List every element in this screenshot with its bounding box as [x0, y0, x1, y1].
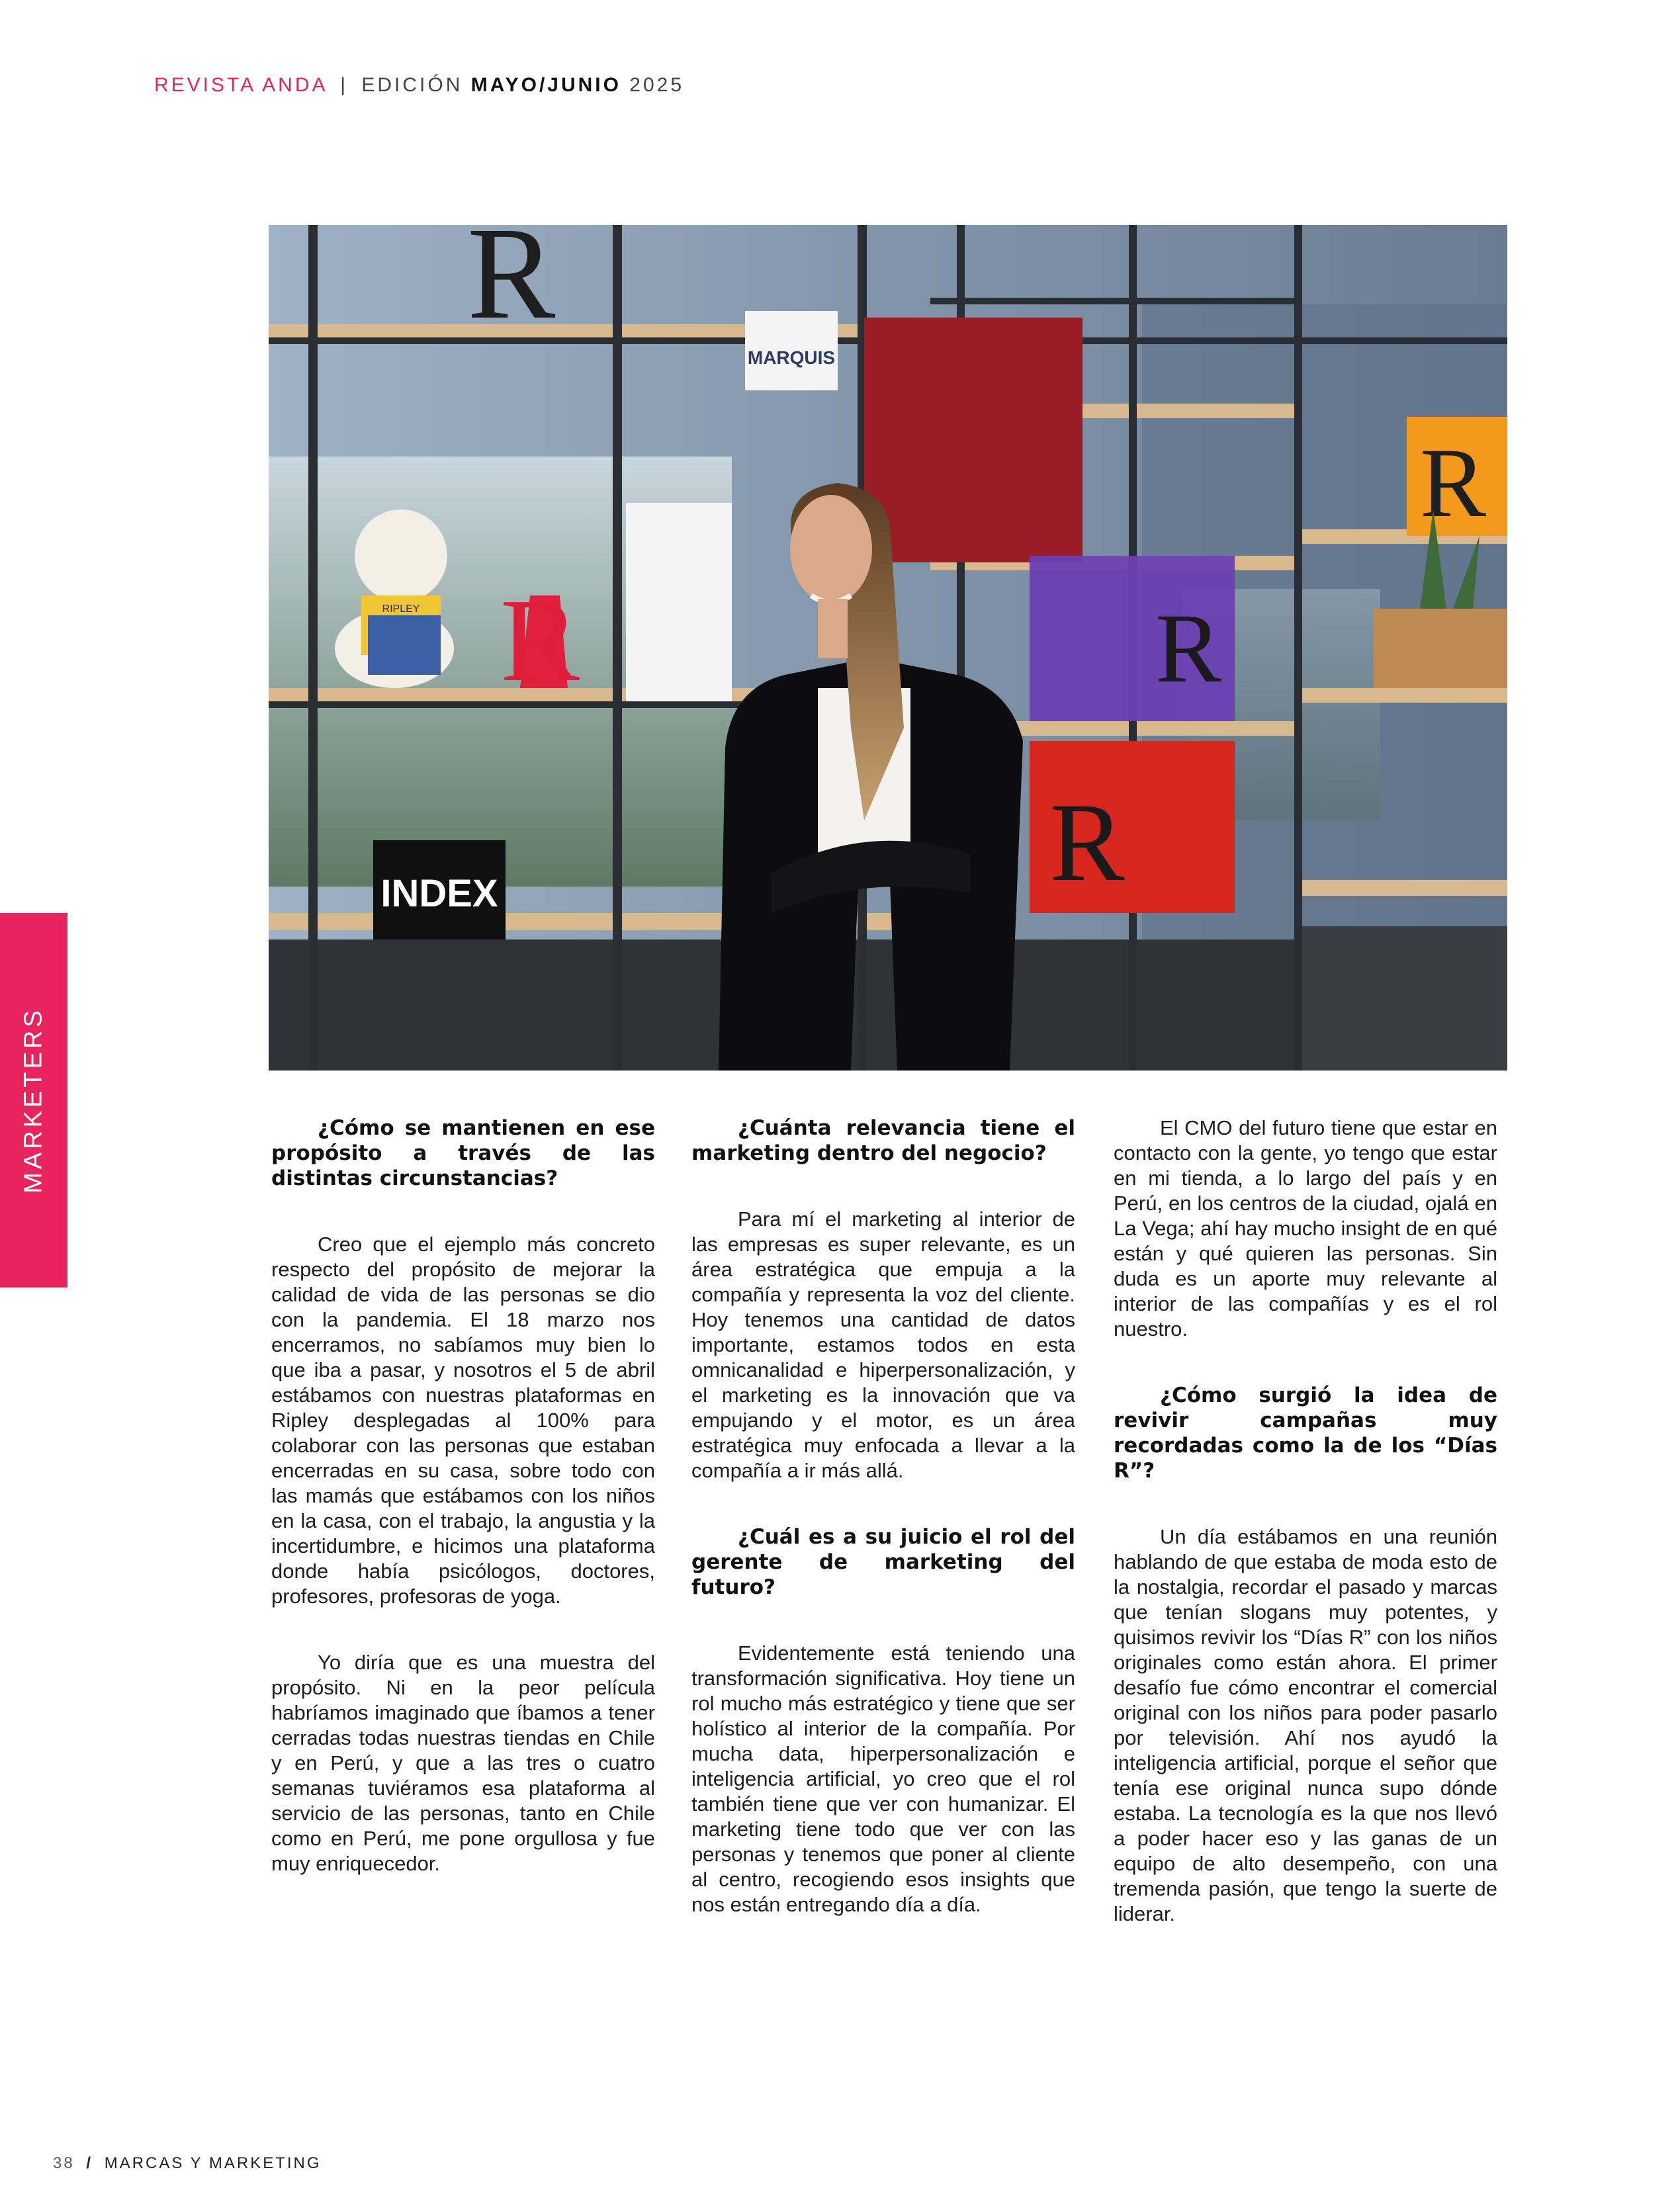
- edition-months: MAYO/JUNIO: [470, 74, 621, 96]
- answer-paragraph: El CMO del futuro tiene que estar en contacto con la gente, yo tengo que estar en mi tienda, a lo largo del país y en Perú, en los centros de la ciudad, ojalá en La Vega; ahí hay mucho insight de en qué están y qué quieren las personas. Sin duda es un aporte muy relevante al interior de las compañías y es el rol nuestro.: [1114, 1116, 1497, 1340]
- answer-paragraph: Yo diría que es una muestra del propósito. Ni en la peor película habríamos imaginado que íbamos a tener cerradas todas nuestras tiendas en Chile y en Perú, y que a las tres o cuatro semanas tuviéramos esa plataforma al servicio de las personas, tanto en Chile como en Perú, me pone orgullosa y fue muy enriquecedor.: [271, 1651, 655, 1875]
- svg-text:R: R: [500, 574, 580, 706]
- svg-text:RIPLEY: RIPLEY: [382, 603, 420, 615]
- article-column-2: [691, 1116, 1075, 1958]
- answer-paragraph: Un día estábamos en una reunión hablando de que estaba de moda esto de la nostalgia, recordar el pasado y marcas que tenían slogans muy potentes, y quisimos revivir los “Días R” con los niños originales como están ahora. El primer desafío fue cómo encontrar el comercial original con los niños para poder pasarlo por televisión. Ahí nos ayudó la inteligencia artificial, porque el señor que tenía ese original nunca supo dónde estaba. La tecnología es la que nos llevó a poder hacer eso y las ganas de un equipo de alto desempeño, con una tremenda pasión, que tengo la suerte de liderar.: [1114, 1525, 1497, 1925]
- answer-paragraph: Creo que el ejemplo más concreto respecto del propósito de mejorar la calidad de vida de las personas se dio con la pandemia. El 18 marzo nos encerramos, no sabíamos muy bien lo que iba a pasar, y nosotros el 5 de abril estábamos con nuestras plataformas en Ripley desplegadas al 100% para colaborar con las personas que estaban encerradas en su casa, sobre todo con las mamás que estábamos con los niños en la casa, con el trabajo, la angustia y la incertidumbre, e hicimos una plataforma donde había psicólogos, doctores, profesores, profesoras de yoga.: [271, 1233, 655, 1608]
- question-heading: ¿Cuánta relevancia tiene el marketing dentro del negocio?: [691, 1116, 1075, 1165]
- section-tab: [0, 913, 67, 1288]
- section-tab-label: MARKETERS: [19, 1007, 48, 1194]
- question-heading: ¿Cómo surgió la idea de revivir campañas muy recordadas como la de los “Días R”?: [1114, 1383, 1497, 1483]
- svg-text:MARQUIS: MARQUIS: [747, 347, 836, 368]
- svg-text:R: R: [1049, 780, 1125, 904]
- svg-text:R: R: [1419, 428, 1487, 538]
- answer-paragraph: Para mí el marketing al interior de las empresas es super relevante, es un área estratégica que empuja a la compañía y representa la voz del cliente. Hoy tenemos una cantidad de datos importante, estamos todos en esta omnicanalidad e hiperpersonalización, y el marketing es la innovación que va empujando y el motor, es un área estratégica muy enfocada a llevar a la compañía a ir más allá.: [691, 1207, 1075, 1482]
- svg-text:INDEX: INDEX: [380, 872, 498, 915]
- question-heading: ¿Cuál es a su juicio el rol del gerente de marketing del futuro?: [691, 1525, 1075, 1599]
- article-column-1: [271, 1116, 655, 1917]
- svg-text:R: R: [1155, 593, 1222, 703]
- footer-slash: /: [86, 2154, 93, 2172]
- edition-prefix: EDICIÓN: [361, 74, 471, 96]
- portrait-photo: [269, 225, 1507, 1071]
- svg-text:R: R: [467, 225, 556, 347]
- footer-section: MARCAS Y MARKETING: [104, 2154, 322, 2172]
- masthead: [154, 74, 684, 97]
- answer-paragraph: Evidentemente está teniendo una transformación significativa. Hoy tiene un rol mucho más estratégico y tiene que ser holístico al interior de la compañía. Por mucha data, hiperpersonalización e inteligencia artificial, yo creo que el rol también tiene que ver con humanizar. El marketing tiene todo que ver con las personas y tenemos que poner al cliente al centro, recogiendo esos insights que nos están entregando día a día.: [691, 1641, 1075, 1916]
- masthead-separator: |: [340, 74, 348, 96]
- article-column-3: [1114, 1116, 1497, 1968]
- question-heading: ¿Cómo se mantienen en ese propósito a través de las distintas circunstancias?: [271, 1116, 655, 1190]
- magazine-name: REVISTA ANDA: [154, 74, 327, 96]
- page-number: 38: [53, 2154, 75, 2172]
- edition-year: 2025: [621, 74, 685, 96]
- page-footer: [53, 2154, 322, 2173]
